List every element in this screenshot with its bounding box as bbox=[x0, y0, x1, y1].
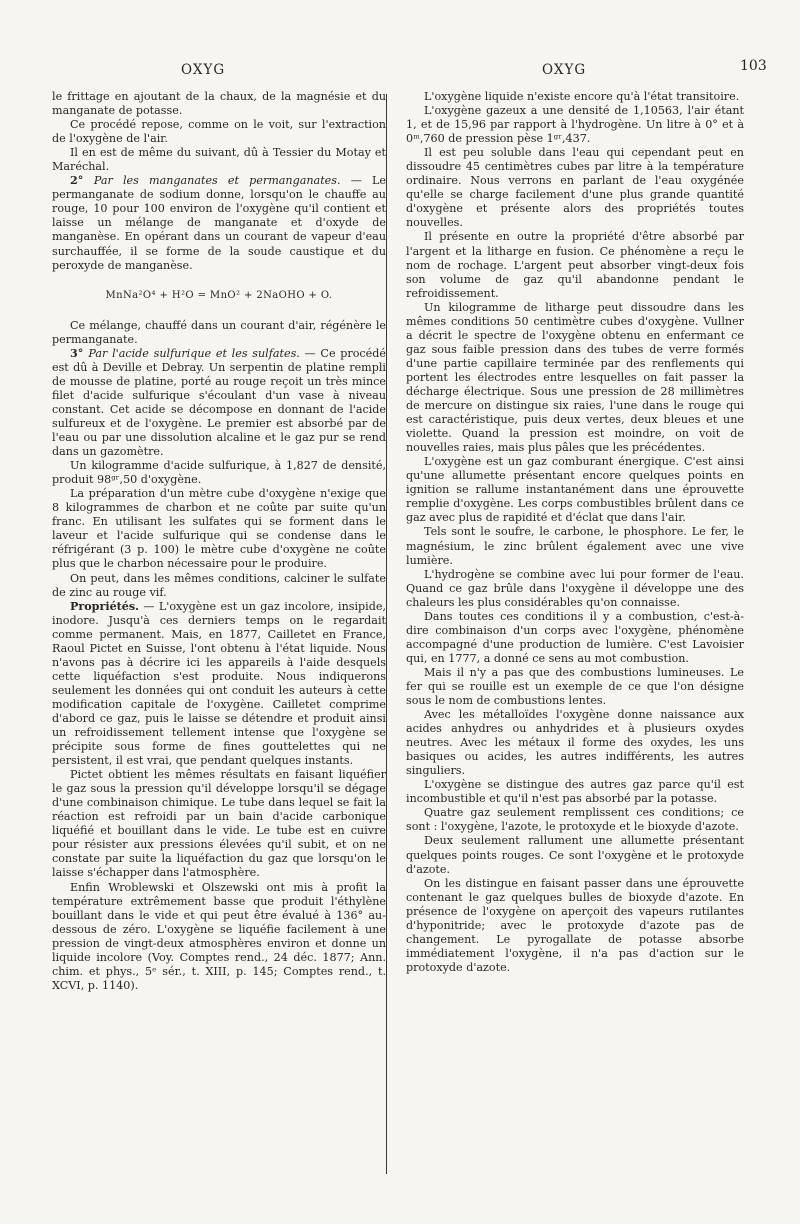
left-column-paragraph bbox=[52, 90, 386, 118]
paragraph-text: Tels sont le soufre, le carbone, le phosphore. Le fer, le magnésium, le zinc brûlent également avec une vive lumière. bbox=[406, 525, 744, 567]
chemical-formula: MnNa²O⁴ + H²O = MnO² + 2NaOHO + O. bbox=[105, 289, 333, 301]
paragraph-text: Mais il n'y a pas que des combustions lumineuses. Le fer qui se rouille est un exemple de ce que l'on désigne sous le nom de combustions lentes. bbox=[406, 665, 744, 708]
right-column-paragraph bbox=[406, 230, 744, 300]
paragraph-text: L'oxygène liquide n'existe encore qu'à l'état transitoire. bbox=[424, 90, 740, 103]
section-heading-italic: Par les manganates et permanganates. bbox=[93, 174, 341, 188]
paragraph-text: Il en est de même du suivant, dû à Tessier du Motay et Maréchal. bbox=[52, 146, 386, 174]
right-column-paragraph bbox=[406, 877, 744, 975]
paragraph-text: Pictet obtient les mêmes résultats en faisant liquéfier le gaz sous la pression qu'il développe lorsqu'il se dégage d'une combinaison chimique. Le tube dans lequel se fait la réaction est refroidi par un bain d'acide carbonique liquéfié et bouillant dans le vide. Le tube est en cuivre pour résister aux pressions élevées qu'il subit, et on ne constate par suite la liquéfaction du gaz que lorsqu'on le laisse s'échapper dans l'atmosphère. bbox=[52, 768, 386, 880]
left-column-paragraph bbox=[52, 881, 386, 993]
left-column-paragraph bbox=[52, 487, 386, 571]
right-column-paragraph bbox=[406, 90, 744, 104]
section-heading-italic: Par l'acide sulfurique et les sulfates. bbox=[88, 346, 300, 360]
left-column-paragraph bbox=[52, 174, 386, 272]
right-column-paragraph bbox=[406, 834, 744, 876]
paragraph-text: Dans toutes ces conditions il y a combustion, c'est-à-dire combinaison d'un corps avec l'oxygène, phénomène accompagné d'une production de lumière. C'est Lavoisier qui, en 1777, a donné ce sens au mot combustion. bbox=[406, 609, 744, 665]
paragraph-text: Il présente en outre la propriété d'être absorbé par l'argent et la litharge en fusion. Ce phénomène a reçu le nom de rochage. L'argent peut absorber vingt-deux fois son volume de gaz qu'il abandonne pendant le refroidissement. bbox=[406, 230, 744, 300]
paragraph-text: Un kilogramme de litharge peut dissoudre dans les mêmes conditions 50 centimètre cubes d'oxygène. Vullner a décrit le spectre de l'oxygène obtenu en enfermant ce gaz sous faible pression dans des tubes de verre formés d'une partie capillaire terminée par des renflements qui portent les électrodes entre lesquelles on fait passer la décharge électrique. Sous une pression de 28 millimètres de mercure on distingue six raies, l'une dans le rouge qui est caractéristique, puis deux vertes, deux bleues et une violette. Quand la pression est moindre, on voit de nouvelles raies, mais plus pâles que les précédentes. bbox=[406, 300, 744, 455]
left-column-paragraph bbox=[52, 768, 386, 880]
right-column-paragraph bbox=[406, 666, 744, 708]
left-column-paragraph bbox=[52, 319, 386, 347]
paragraph-text: le frittage en ajoutant de la chaux, de la magnésie et du manganate de potasse. bbox=[52, 90, 386, 118]
paragraph-text: On peut, dans les mêmes conditions, calciner le sulfate de zinc au rouge vif. bbox=[52, 571, 386, 599]
right-column-paragraph bbox=[406, 610, 744, 666]
paragraph-text: — Ce procédé est dû à Deville et Debray. Un serpentin de platine rempli de mousse de platine, porté au rouge reçoit un très mince filet d'acide sulfurique s'écoulant d'un vase à niveau constant. Cet acide se décompose en donnant de l'acide sulfureux et de l'oxygène. Le premier est absorbé par de l'eau ou par une dissolution alcaline et le gaz pur se rend dans un gazomètre. bbox=[52, 346, 386, 459]
paragraph-text: La préparation d'un mètre cube d'oxygène n'exige que 8 kilogrammes de charbon et ne coûte par suite qu'un franc. En utilisant les sulfates qui se forment dans le laveur et l'acide sulfurique qui se condense dans le réfrigérant (3 p. 100) le mètre cube d'oxygène ne coûte plus que le charbon nécessaire pour le produire. bbox=[52, 487, 386, 571]
paragraph-text: Il est peu soluble dans l'eau qui cependant peut en dissoudre 45 centimètres cubes par litre à la température ordinaire. Nous verrons en parlant de l'eau oxygénée qu'elle se charge facilement d'une plus grande quantité d'oxygène et présente alors des propriétés toutes nouvelles. bbox=[406, 146, 744, 230]
section-lead: 3° bbox=[70, 346, 89, 360]
right-column-paragraph bbox=[406, 568, 744, 610]
right-column-paragraph bbox=[406, 301, 744, 456]
paragraph-text: Enfin Wroblewski et Olszewski ont mis à profit la température extrêmement basse que produit l'éthylène bouillant dans le vide et qui peut être évalué à 136° au-dessous de zéro. L'oxygène se liquéfie facilement à une pression de vingt-deux atmosphères environ et donne un liquide incolore (Voy. Comptes rend., 24 déc. 1877; Ann. chim. et phys., 5ᵉ sér., t. XIII, p. 145; Comptes rend., t. XCVI, p. 1140). bbox=[52, 880, 386, 992]
paragraph-text: L'oxygène se distingue des autres gaz parce qu'il est incombustible et qu'il n'est pas absorbé par la potasse. bbox=[406, 778, 744, 806]
left-column bbox=[52, 90, 386, 993]
left-column-paragraph bbox=[52, 600, 386, 769]
right-column-paragraph bbox=[406, 525, 744, 567]
right-column-paragraph bbox=[406, 778, 744, 806]
right-column-paragraph bbox=[406, 806, 744, 834]
left-column-paragraph bbox=[52, 459, 386, 487]
left-column-paragraph bbox=[52, 118, 386, 146]
left-column-paragraph bbox=[52, 146, 386, 174]
paragraph-text: Ce procédé repose, comme on le voit, sur l'extraction de l'oxygène de l'air. bbox=[52, 118, 386, 146]
paragraph-text: L'hydrogène se combine avec lui pour former de l'eau. Quand ce gaz brûle dans l'oxygène il développe une des chaleurs les plus considérables qu'on connaisse. bbox=[406, 567, 744, 609]
column-divider bbox=[386, 94, 387, 1174]
paragraph-text: — L'oxygène est un gaz incolore, insipide, inodore. Jusqu'à ces derniers temps on le regardait comme permanent. Mais, en 1877, Cailletet en France, Raoul Pictet en Suisse, l'ont obtenu à l'état liquide. Nous n'avons pas à décrire ici les appareils à l'aide desquels cette liquéfaction s'est produite. Nous indiquerons seulement les données qui ont conduit les auteurs à cette modification capitale de l'oxygène. Cailletet comprime d'abord ce gaz, puis le laisse se détendre et produit ainsi un refroidissement tellement intense que l'oxygène se précipite sous forme de fines gouttelettes qui ne persistent, il est vrai, que pendant quelques instants. bbox=[52, 599, 386, 768]
right-column bbox=[406, 90, 744, 975]
paragraph-text: Un kilogramme d'acide sulfurique, à 1,827 de densité, produit 98ᵍʳ,50 d'oxygène. bbox=[52, 459, 386, 487]
section-lead: Propriétés. bbox=[70, 599, 140, 613]
right-column-paragraph bbox=[406, 104, 744, 146]
right-column-paragraph bbox=[406, 146, 744, 230]
paragraph-text: Ce mélange, chauffé dans un courant d'air, régénère le permanganate. bbox=[52, 318, 386, 346]
paragraph-text: Deux seulement rallument une allumette présentant quelques points rouges. Ce sont l'oxygène et le protoxyde d'azote. bbox=[406, 834, 744, 876]
left-column-paragraph bbox=[52, 289, 386, 303]
paragraph-text: — Le permanganate de sodium donne, lorsqu'on le chauffe au rouge, 10 pour 100 environ de l'oxygène qu'il contient et laisse un mélange de manganate et d'oxyde de manganèse. En opérant dans un courant de vapeur d'eau surchauffée, il se forme de la soude caustique et du peroxyde de manganèse. bbox=[52, 174, 386, 272]
paragraph-text: Quatre gaz seulement remplissent ces conditions; ce sont : l'oxygène, l'azote, le protoxyde et le bioxyde d'azote. bbox=[406, 806, 744, 834]
paragraph-text: On les distingue en faisant passer dans une éprouvette contenant le gaz quelques bulles de bioxyde d'azote. En présence de l'oxygène on aperçoit des vapeurs rutilantes d'hyponitride; avec le protoxyde d'azote pas de changement. Le pyrogallate de potasse absorbe immédiatement l'oxygène, il n'a pas d'action sur le protoxyde d'azote. bbox=[406, 876, 744, 974]
paragraph-text: L'oxygène est un gaz comburant énergique. C'est ainsi qu'une allumette présentant encore quelques points en ignition se rallume instantanément dans une éprouvette remplie d'oxygène. Les corps combustibles brûlent dans ce gaz avec plus de rapidité et d'éclat que dans l'air. bbox=[406, 455, 744, 525]
right-column-paragraph bbox=[406, 455, 744, 525]
page-number: 103 bbox=[740, 58, 767, 74]
paragraph-text: L'oxygène gazeux a une densité de 1,10563, l'air étant 1, et de 15,96 par rapport à l'hydrogène. Un litre à 0° et à 0ᵐ,760 de pression pèse 1ᵍʳ,437. bbox=[406, 104, 744, 146]
paragraph-text: Avec les métalloïdes l'oxygène donne naissance aux acides anhydres ou anhydrides et à plusieurs oxydes neutres. Avec les métaux il forme des oxydes, les uns basiques ou acides, les autres indifférents, les autres singuliers. bbox=[406, 708, 744, 778]
running-header-right: OXYG bbox=[542, 62, 587, 78]
right-column-paragraph bbox=[406, 708, 744, 778]
left-column-paragraph bbox=[52, 572, 386, 600]
running-header-left: OXYG bbox=[181, 62, 226, 78]
left-column-paragraph bbox=[52, 347, 386, 459]
section-lead: 2° bbox=[70, 174, 94, 188]
